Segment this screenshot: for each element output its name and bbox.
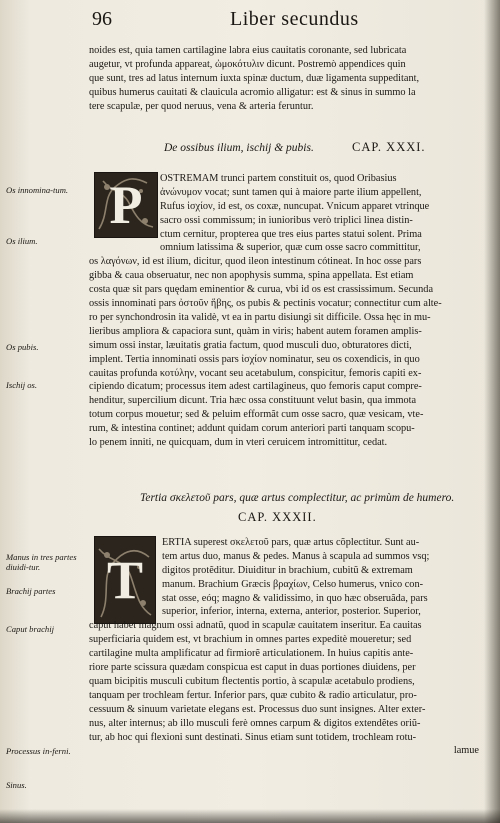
margin-note: Brachij partes [6, 586, 56, 596]
text-line: cessuum & sinuum varietate elegans est. Processus duo sunt insignes. Alter exter- [89, 703, 426, 715]
drop-cap-initial [94, 172, 158, 238]
text-line: totum corpus mouetur; sed & peluim efformãt cum osse sacro, quæ vesicam, vte- [89, 409, 424, 421]
text-line: implent. Tertia innominati ossis pars ἰσχίον nominatur, seu os coxendicis, in quo [89, 353, 420, 365]
text-line: superior, inferior, interna, externa, anterior, posterior. Superior, [162, 606, 421, 618]
margin-note: Sinus. [6, 780, 27, 790]
text-line: caput habet magnum ossi adnatũ, quod in scapulæ cauitatem inseritur. Ea cauitas [89, 620, 422, 632]
margin-note: Os ilium. [6, 236, 38, 246]
margin-note: Os pubis. [6, 342, 39, 352]
text-line: cauitas profunda κοτύλην, vocant seu acetabulum, conspicitur, femoris capiti ex- [89, 367, 422, 379]
text-line: cipiendo dicatum; processus item adest cartilagineus, quo femoris caput compre- [89, 381, 422, 393]
page-header [70, 6, 490, 34]
text-line: digitos protẽditur. Diuiditur in brachium, cubitũ & extremam [162, 564, 413, 576]
text-line: augetur, vt profunda appareat, ὠμοκότυλιν dicunt. Postremò appendices quin [89, 58, 406, 70]
drop-cap-initial [94, 536, 156, 624]
text-line: superficiaria quidem est, vt brachium in omnes partes expeditè moueretur; sed [89, 634, 412, 646]
text-line: gibba & caua obseruatur, nec non apophysis summa, spina appellata. Est etiam [89, 270, 414, 282]
text-line: noides est, quia tamen cartilagine labra eius cauitatis coronante, sed lubricata [89, 45, 407, 56]
chapter-31-opening [160, 172, 479, 255]
text-line: stat osse, eóq; magno & validissimo, in quo hæc obseruãda, pars [162, 592, 428, 604]
margin-note: Manus in tres partes diuidi-tur. [6, 552, 77, 572]
chapter-31-heading: De ossibus ilium, ischij & pubis. [164, 142, 314, 154]
text-line: ctum cernitur, propterea que tres eius partes statui solent. Prima [160, 228, 422, 240]
margin-note: Os innomina-tum. [6, 185, 69, 195]
text-line: lo penem inniti, ne quicquam, dum in vteri ceruicem intromittitur, cedat. [89, 436, 388, 448]
chapter-32-opening [162, 536, 479, 619]
chapter-32-number: CAP. XXXII. [238, 510, 317, 524]
text-line: ossis innominati pars ὀστοῦν ἥβης, os pubis & pectinis vocatur; connectitur cum alte- [89, 298, 442, 310]
page-edge-shadow [484, 0, 500, 823]
text-line: tanquam per trochleam fertur. Inferior pars, quæ cubito & radio articulatur, pro- [89, 689, 417, 701]
running-title: Liber secundus [230, 8, 359, 30]
margin-note: Ischij os. [6, 380, 38, 390]
text-line: Rufus ἰσχίον, id est, os coxæ, nuncupat. Vnicum apparet vtrinque [160, 200, 430, 212]
text-line: costa quæ sit pars quędam eminentior & curua, vbi id os est crassissimum. Secunda [89, 284, 434, 296]
initial-letter: P [109, 175, 143, 235]
text-line: omnium latissima & superior, quæ cum osse sacro committitur, [160, 242, 421, 254]
initial-letter: T [106, 550, 144, 610]
chapter-32-body [89, 619, 479, 758]
chapter-31-number: CAP. XXXI. [352, 140, 426, 154]
catchword: lamue [453, 745, 479, 757]
text-line: quam bicipitis musculi cubitum flectentis portio, à scapulæ acetabulo prodiens, [89, 675, 415, 687]
text-line: ἀνώνυμον vocat; sunt tamen qui à maiore parte ilium appellent, [160, 186, 422, 198]
text-line: manum. Brachium Græcis βραχίων, Celso humerus, vnico con- [162, 578, 424, 590]
page-number: 96 [92, 8, 112, 30]
text-line: sacro ossi commissum; in iunioribus verò triplici linea distin- [160, 214, 413, 226]
text-line: lieribus ampliora & capaciora sunt, quàm in viris; habent autem foramen amplis- [89, 325, 422, 337]
text-line: nus, alter internus; ab illo musculi ferè omnes carpum & digitos extendẽtes oriũ- [89, 717, 421, 729]
text-line: OSTREMAM trunci partem constituit os, quod Oribasius [160, 173, 397, 184]
text-line: os λαγόνων, id est ilium, dicitur, quod ileon intestinum cótineat. In hoc osse pars [89, 256, 422, 268]
text-line: rum, & intestina continet; addunt quidam corum anteriori parti tanquam scopu- [89, 423, 415, 435]
text-line: riore parte scissura quædam conspicua est caput in duas portiones diuidens, per [89, 662, 416, 674]
text-line: quibus humerus cauitati & clauicula acromio alligatur: est & sinus in summo la [89, 86, 416, 98]
text-line: ro per synchondrosin ita validè, vt ea in partu disiungi sit difficile. Ossa hęc in mu- [89, 311, 431, 323]
page-edge-shadow [0, 809, 500, 823]
text-line: tere scapulæ, per quod neruus, vena & arteria feruntur. [89, 100, 314, 112]
chapter-31-body [89, 255, 479, 449]
text-line: tur, ab hoc qui flexioni sunt destinati. Sinus etiam sunt totidem, trochleam rotu- [89, 731, 417, 743]
chapter-32-heading: Tertia σκελετοῦ pars, quæ artus complectitur, ac primùm de humero. [140, 492, 455, 504]
text-line: simum ossi instar, læuitatis gratia factum, quod musculi duo, obturatores dicti, [89, 339, 412, 351]
text-line: ERTIA superest σκελετοῦ pars, quæ artus cõplectitur. Sunt au- [162, 537, 420, 548]
margin-note: Caput brachij [6, 624, 54, 634]
text-line: cartilagine multa amplificatur ad firmiorẽ articulationem. In huius capitis ante- [89, 648, 414, 660]
text-line: tem artus duo, manus & pedes. Manus à scapula ad summos vsq; [162, 550, 430, 562]
margin-note: Processus in-ferni. [6, 746, 71, 756]
continuation-paragraph [89, 44, 479, 113]
text-line: henditur, supercilium dicunt. Tria hæc ossa constituunt velut basin, qua immota [89, 395, 417, 407]
text-line: que sunt, tres ad latus internum iuxta spinæ ductum, duæ ligamenta suppeditant, [89, 72, 420, 84]
